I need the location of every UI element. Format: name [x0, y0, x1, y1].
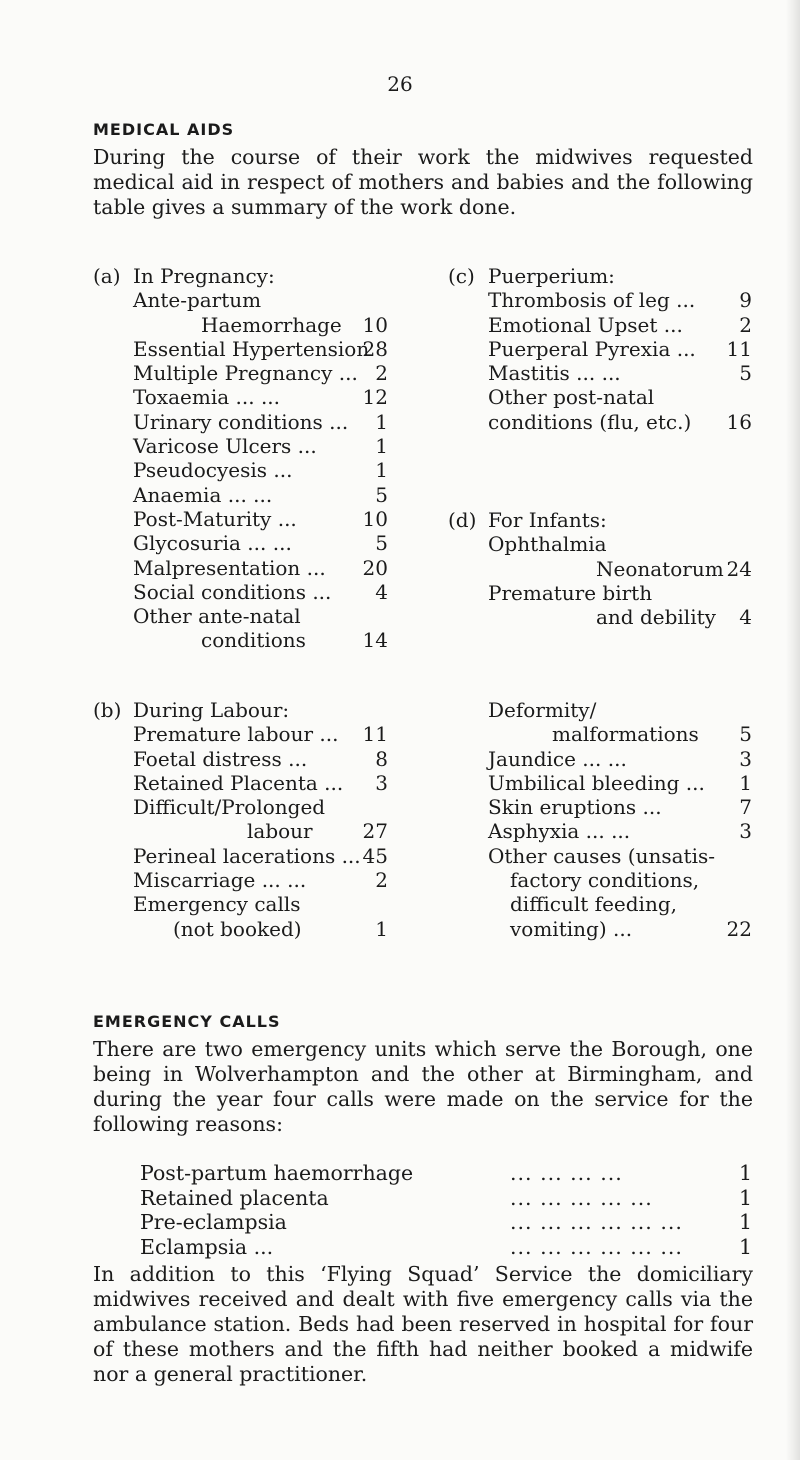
item-count: 24 — [726, 556, 752, 581]
item-count: 1 — [375, 409, 388, 434]
item-label: Anaemia ... ... — [133, 482, 273, 507]
item-label: Multiple Pregnancy ... — [133, 361, 358, 386]
table-row — [133, 917, 388, 941]
table-row — [133, 795, 388, 819]
item-label: Asphyxia ... ... — [488, 819, 631, 844]
table-row — [133, 458, 388, 482]
item-label: labour — [247, 819, 313, 844]
table-row — [488, 698, 752, 722]
item-count: 28 — [362, 336, 388, 361]
item-count: 5 — [739, 361, 752, 386]
table-row — [488, 605, 752, 629]
table-row — [133, 771, 388, 795]
item-label: Ophthalmia — [488, 532, 607, 557]
item-count: 10 — [362, 506, 388, 531]
table-row — [133, 434, 388, 458]
item-label: In Pregnancy: — [133, 264, 275, 288]
item-label: Perineal lacerations ... — [133, 843, 361, 868]
item-label: Puerperium: — [488, 264, 615, 288]
item-label: During Labour: — [133, 698, 290, 722]
item-count: 22 — [726, 916, 752, 941]
table-row — [133, 747, 388, 771]
item-label: Premature birth — [488, 580, 653, 605]
leader-dots: ... ... ... ... ... ... — [510, 1234, 683, 1259]
section-b-marker: (b) — [93, 698, 122, 722]
table-row — [133, 722, 388, 746]
item-label: Miscarriage ... ... — [133, 868, 307, 893]
item-label: Social conditions ... — [133, 579, 332, 604]
item-label: Other causes (unsatis- — [488, 843, 716, 868]
item-label: Thrombosis of leg ... — [488, 288, 696, 313]
item-count: 1 — [375, 434, 388, 459]
section-a-marker: (a) — [93, 264, 121, 288]
item-count: 7 — [739, 795, 752, 820]
item-label: Urinary conditions ... — [133, 409, 349, 434]
table-row — [133, 819, 388, 843]
table-row — [488, 819, 752, 843]
table-row — [133, 698, 388, 722]
item-count: 16 — [726, 409, 752, 434]
item-label: (not booked) — [173, 916, 302, 941]
emergency-calls-para-1: There are two emergency units which serve the Borough, one being in Wolverhampton and the other at Birmingham, and during the year four calls were made on the service for the following reasons: — [93, 1037, 753, 1136]
section-c-marker: (c) — [448, 264, 475, 288]
item-label: conditions — [201, 628, 306, 653]
emergency-calls-para-2: In addition to this ‘Flying Squad’ Service the domiciliary midwives received and dealt with five emergency calls via the ambulance station. Beds had been reserved in hospital for four of these mothers and the fifth had neither booked a midwife nor a general practitioner. — [93, 1262, 753, 1386]
item-count: 2 — [375, 361, 388, 386]
table-row — [133, 844, 388, 868]
item-count: 1 — [375, 458, 388, 483]
item-label: Umbilical bleeding ... — [488, 770, 705, 795]
section-a-list — [133, 264, 388, 653]
table-row — [133, 507, 388, 531]
item-label: Post-Maturity ... — [133, 506, 297, 531]
table-row — [488, 532, 752, 556]
item-count: 11 — [726, 336, 752, 361]
item-label: difficult feeding, — [510, 892, 677, 917]
item-label: Deformity/ — [488, 698, 597, 722]
emergency-calls-heading: EMERGENCY CALLS — [93, 1012, 281, 1031]
table-row — [488, 771, 752, 795]
item-count: 10 — [362, 312, 388, 337]
table-row — [488, 747, 752, 771]
item-count: 9 — [739, 288, 752, 313]
emergency-reasons-list — [140, 1161, 752, 1259]
item-count: 4 — [739, 605, 752, 630]
item-label: Jaundice ... ... — [488, 746, 627, 771]
item-label: Foetal distress ... — [133, 746, 308, 771]
item-count: 8 — [375, 746, 388, 771]
leader-dots: ... ... ... ... ... — [510, 1185, 653, 1210]
list-item — [140, 1235, 752, 1260]
item-label: Other post-natal — [488, 385, 655, 410]
item-label: malformations — [552, 722, 699, 747]
table-row — [133, 361, 388, 385]
item-label: For Infants: — [488, 508, 607, 532]
list-item — [140, 1186, 752, 1211]
reason-label: Eclampsia ... — [140, 1234, 274, 1259]
item-count: 45 — [362, 843, 388, 868]
item-label: Other ante-natal — [133, 604, 301, 629]
table-row — [133, 556, 388, 580]
item-label: vomiting) ... — [510, 916, 633, 941]
medical-aids-heading: MEDICAL AIDS — [93, 120, 235, 139]
table-row — [133, 337, 388, 361]
leader-dots: ... ... ... ... ... ... — [510, 1210, 683, 1234]
medical-aids-intro: During the course of their work the midwives requested medical aid in respect of mothers and babies and the following table gives a summary of the work done. — [93, 145, 753, 219]
item-label: Difficult/Prolonged — [133, 795, 326, 820]
item-label: Emotional Upset ... — [488, 312, 683, 337]
item-label: Varicose Ulcers ... — [133, 434, 317, 459]
table-row — [488, 844, 752, 868]
table-row — [488, 795, 752, 819]
item-label: Retained Placenta ... — [133, 770, 344, 795]
table-row — [488, 892, 752, 916]
item-count: 5 — [375, 531, 388, 556]
table-row — [133, 868, 388, 892]
page-number: 26 — [387, 72, 413, 96]
item-label: conditions (flu, etc.) — [488, 409, 692, 434]
table-row — [133, 580, 388, 604]
item-label: Skin eruptions ... — [488, 795, 662, 820]
table-row — [133, 483, 388, 507]
table-row — [488, 313, 752, 337]
table-row — [133, 604, 388, 628]
item-label: Pseudocyesis ... — [133, 458, 293, 483]
leader-dots: ... ... ... ... — [510, 1161, 623, 1185]
table-row — [133, 628, 388, 652]
section-d-list — [488, 508, 752, 629]
table-row — [488, 508, 752, 532]
reason-label: Post-partum haemorrhage — [140, 1161, 414, 1185]
table-row — [488, 410, 752, 434]
table-row — [488, 264, 752, 288]
item-label: Malpresentation ... — [133, 555, 326, 580]
item-label: Mastitis ... ... — [488, 361, 621, 386]
list-item — [140, 1210, 752, 1235]
item-label: Ante-partum — [133, 288, 262, 313]
reason-count: 1 — [738, 1161, 752, 1185]
reason-label: Pre-eclampsia — [140, 1210, 287, 1234]
table-row — [133, 531, 388, 555]
table-row — [488, 385, 752, 409]
item-count: 4 — [375, 579, 388, 604]
table-row — [133, 313, 388, 337]
item-count: 1 — [739, 770, 752, 795]
item-count: 3 — [739, 819, 752, 844]
item-label: and debility — [596, 605, 716, 630]
item-count: 3 — [375, 770, 388, 795]
item-count: 3 — [739, 746, 752, 771]
page-edge-shadow — [786, 0, 800, 1460]
table-row — [488, 557, 752, 581]
item-label: Haemorrhage — [201, 312, 342, 337]
table-row — [488, 361, 752, 385]
table-row — [133, 892, 388, 916]
item-count: 14 — [362, 628, 388, 653]
table-row — [488, 868, 752, 892]
item-label: Emergency calls — [133, 892, 301, 917]
table-row — [133, 288, 388, 312]
item-count: 20 — [362, 555, 388, 580]
section-c-list — [488, 264, 752, 434]
reason-count: 1 — [738, 1210, 752, 1234]
table-row — [133, 264, 388, 288]
item-count: 2 — [739, 312, 752, 337]
table-row — [133, 385, 388, 409]
item-label: Essential Hypertension — [133, 336, 370, 361]
item-count: 1 — [375, 916, 388, 941]
table-row — [133, 410, 388, 434]
item-count: 11 — [362, 722, 388, 747]
item-count: 27 — [362, 819, 388, 844]
item-label: Glycosuria ... ... — [133, 531, 292, 556]
section-d-marker: (d) — [448, 508, 477, 532]
table-row — [488, 337, 752, 361]
reason-label: Retained placenta — [140, 1185, 329, 1210]
table-row — [488, 288, 752, 312]
reason-count: 1 — [738, 1185, 752, 1210]
item-label: Puerperal Pyrexia ... — [488, 336, 696, 361]
item-count: 5 — [375, 482, 388, 507]
item-count: 12 — [362, 385, 388, 410]
list-item — [140, 1161, 752, 1186]
table-row — [488, 917, 752, 941]
item-count: 2 — [375, 868, 388, 893]
section-d-continued-list — [488, 698, 752, 941]
item-label: Neonatorum — [596, 556, 724, 581]
item-label: Toxaemia ... ... — [133, 385, 281, 410]
item-label: factory conditions, — [510, 868, 700, 893]
table-row — [488, 581, 752, 605]
section-b-list — [133, 698, 388, 941]
item-label: Premature labour ... — [133, 722, 339, 747]
reason-count: 1 — [738, 1234, 752, 1259]
item-count: 5 — [739, 722, 752, 747]
table-row — [488, 722, 752, 746]
